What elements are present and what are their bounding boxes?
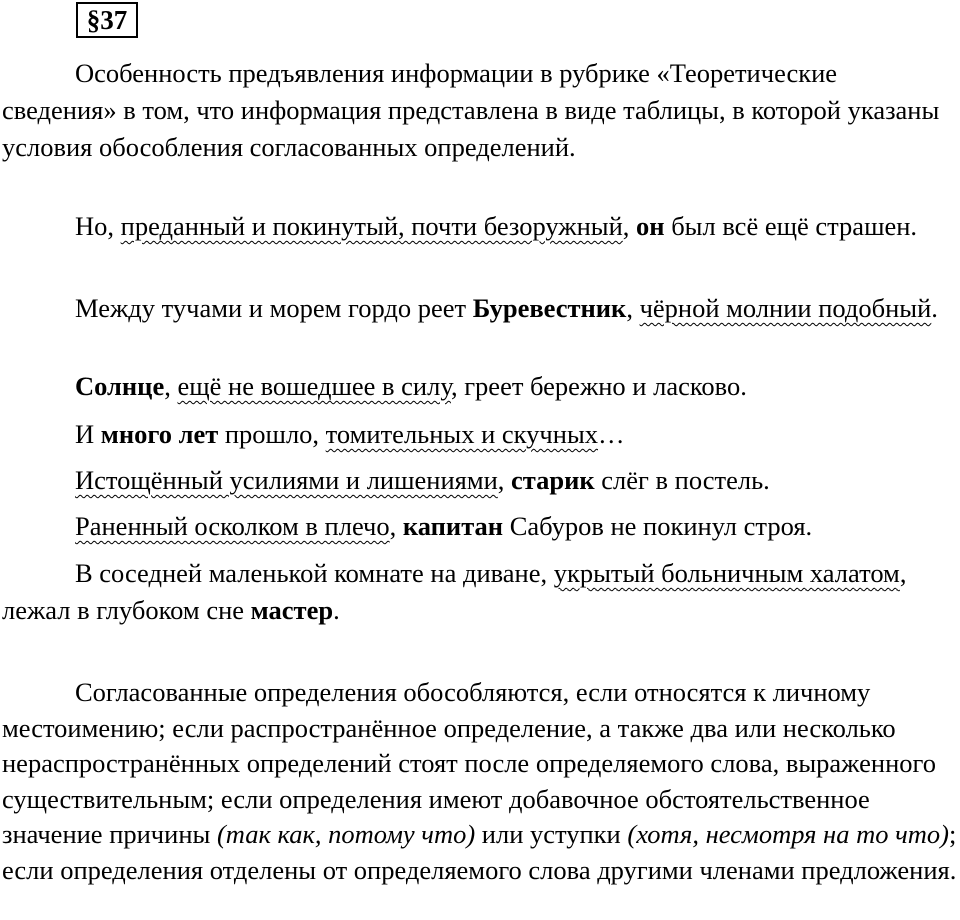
example-sentence-6 [2, 508, 958, 545]
sentence-text: , [164, 371, 178, 401]
sentence-text: , греет бережно и ласково. [450, 371, 747, 401]
conjunction-example: (так как, потому что) [216, 819, 476, 849]
sentence-text: Между тучами и морем гордо реет [75, 293, 473, 323]
sentence-text: , [622, 211, 637, 241]
sentence-text: , лежал в глубоком сне [2, 558, 907, 625]
example-sentence-4 [2, 416, 958, 453]
sentence-text: ; если определения отделены от определяемого слова другими членами предложения. [2, 819, 957, 885]
sentence-text: слёг в постель. [594, 465, 770, 495]
example-sentence-2 [2, 290, 958, 327]
sentence-text: И [75, 419, 101, 449]
separated-attribute-phrase: Раненный осколком в плечо [75, 511, 390, 541]
sentence-text: прошло, [218, 419, 326, 449]
sentence-text: , [626, 293, 640, 323]
example-sentence-7 [2, 555, 958, 629]
defined-word: он [636, 211, 665, 241]
sentence-text: , [389, 511, 403, 541]
separated-attribute-phrase: укрытый больничным халатом [553, 558, 900, 588]
sentence-text: был всё ещё страшен. [664, 211, 918, 241]
sentence-text: … [598, 419, 625, 449]
rule-paragraph [2, 675, 958, 888]
defined-word: капитан [402, 511, 504, 541]
sentence-text: , [497, 465, 512, 495]
example-sentence-1 [2, 208, 958, 245]
separated-attribute-phrase: ещё не вошедшее в силу [177, 371, 451, 401]
section-number-badge: §37 [76, 2, 138, 38]
sentence-text: . [333, 595, 340, 625]
sentence-text: . [931, 293, 938, 323]
sentence-text: Сабуров не покинул строя. [503, 511, 813, 541]
defined-word: мастер [250, 595, 334, 625]
example-sentence-5 [2, 462, 958, 499]
defined-word: Солнце [75, 371, 165, 401]
sentence-text: В соседней маленькой комнате на диване, [75, 558, 554, 588]
defined-word: много лет [100, 419, 219, 449]
separated-attribute-phrase: томительных и скучных [325, 419, 598, 449]
separated-attribute-phrase: преданный и покинутый, почти безоружный [120, 211, 623, 241]
example-sentence-3 [2, 368, 958, 405]
defined-word: старик [511, 465, 595, 495]
separated-attribute-phrase: чёрной молнии подобный [639, 293, 932, 323]
conjunction-example: (хотя, несмотря на то что) [627, 819, 949, 849]
sentence-text: Но, [75, 211, 121, 241]
separated-attribute-phrase: Истощённый усилиями и лишениями [75, 465, 498, 495]
intro-paragraph: Особенность предъявления информации в рубрике «Теоретические сведения» в том, что информация представлена в виде таблицы, в которой указаны условия обособления согласованных определений. [2, 58, 940, 162]
defined-word: Буревестник [472, 293, 627, 323]
sentence-text: или уступки [475, 819, 628, 849]
sentence-text: Согласованные определения обособляются, если относятся к личному местоимению; если распространённое определение, а также два или несколько нераспространённых определений стоят после определяемого слова, выраженного существительным; если определения имеют добавочное обстоятельственное значение причины [2, 677, 936, 849]
